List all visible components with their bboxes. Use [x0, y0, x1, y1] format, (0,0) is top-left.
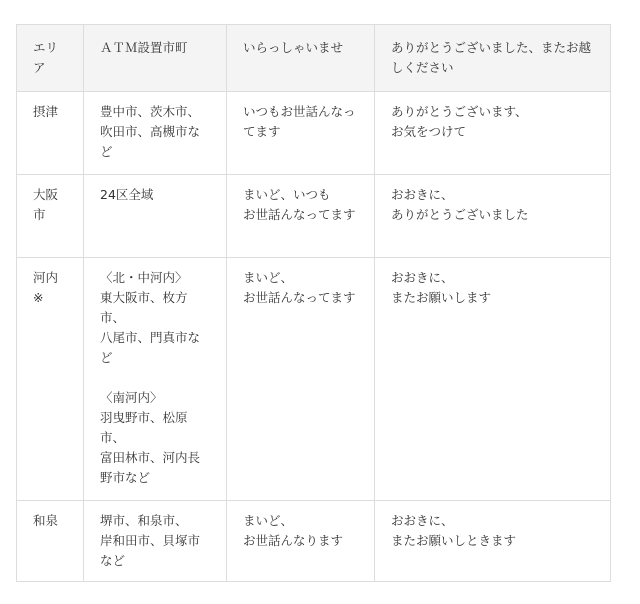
dialect-table-container: [16, 24, 611, 582]
header-welcome: いらっしゃいませ: [227, 25, 375, 92]
cell-welcome: まいど、 お世話んなります: [227, 501, 375, 582]
table-row: [17, 92, 611, 175]
cell-area: 和泉: [17, 501, 84, 582]
cell-cities: 〈北・中河内〉 東大阪市、枚方市、 八尾市、門真市など 〈南河内〉 羽曳野市、松原市、 富田林市、河内長野市など: [84, 258, 227, 501]
cell-area: 河内※: [17, 258, 84, 501]
cell-thanks: おおきに、 またお願いしときます: [375, 501, 611, 582]
table-row: [17, 501, 611, 582]
cell-area: 摂津: [17, 92, 84, 175]
cell-thanks: おおきに、 ありがとうございました: [375, 175, 611, 258]
cell-cities: 24区全域: [84, 175, 227, 258]
header-thanks: ありがとうございました、またお越しください: [375, 25, 611, 92]
table-row: [17, 175, 611, 258]
table-row: [17, 258, 611, 501]
cell-thanks: ありがとうございます、 お気をつけて: [375, 92, 611, 175]
cell-welcome: いつもお世話んなってます: [227, 92, 375, 175]
cell-cities: 堺市、和泉市、 岸和田市、貝塚市など: [84, 501, 227, 582]
cell-welcome: まいど、いつも お世話んなってます: [227, 175, 375, 258]
header-area: エリア: [17, 25, 84, 92]
table-header-row: [17, 25, 611, 92]
cell-thanks: おおきに、 またお願いします: [375, 258, 611, 501]
dialect-table: [16, 24, 611, 582]
cell-welcome: まいど、 お世話んなってます: [227, 258, 375, 501]
cell-cities: 豊中市、茨木市、吹田市、高槻市など: [84, 92, 227, 175]
header-atm-cities: ＡＴＭ設置市町: [84, 25, 227, 92]
cell-area: 大阪市: [17, 175, 84, 258]
